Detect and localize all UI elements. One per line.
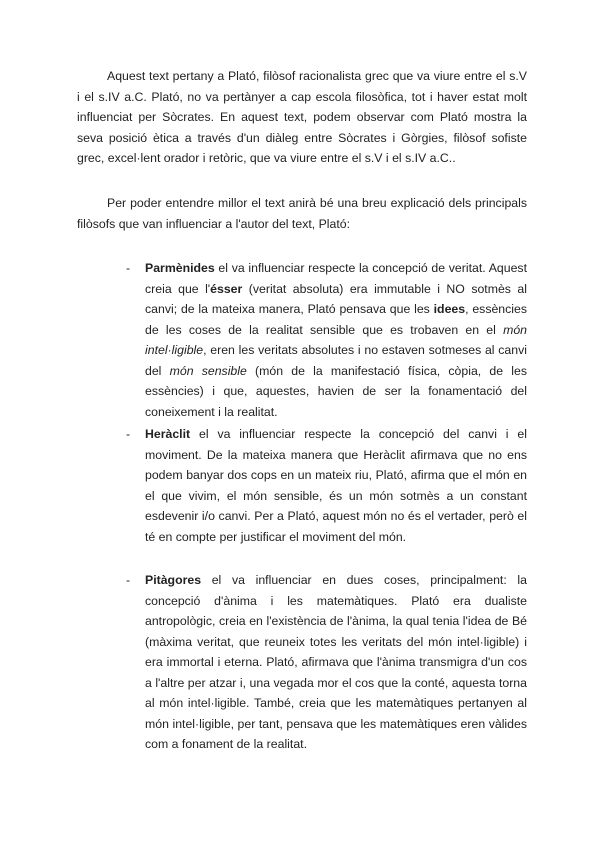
list-item-body: Pitàgores el va influenciar en dues coses, principalment: la concepció d'ànima i les matemàtiques. Plató era dualiste antropològic, creia en l'existència de l'ànima, la qual tenia l'idea de Bé (màxima veritat, que reuneix totes les veritats del món intel·ligible) i era immortal i eterna. Plató, afirmava que l'ànima transmigra d'un cos a l'altre per atzar i, una vegada mor el cos que la conté, aquesta torna al món intel·ligible. També, creia que les matemàtiques pertanyen al món intel·ligible, per tant, pensava que les matemàtiques eren vàlides com a fonament de la realitat. [145,573,527,751]
lead-in-text: Per poder entendre millor el text anirà bé una breu explicació dels principals filòsofs que van influenciar a l'autor del text, Plató: [77,196,527,231]
list-item-body: Parmènides el va influenciar respecte la concepció de veritat. Aquest creia que l'ésser (veritat absoluta) era immutable i NO sotmès al canvi; de la mateixa manera, Plató pensava que les idees, essències de les coses de la realitat sensible que es trobaven en el món intel·ligible, eren les veritats absolutes i no estaven sotmeses al canvi del món sensible (món de la manifestació física, còpia, de les essències) i que, aquestes, havien de ser la fonamentació del coneixement i la realitat. [145,261,528,419]
intro-text: Aquest text pertany a Plató, filòsof racionalista grec que va viure entre el s.V i el s.IV a.C. Plató, no va pertànyer a cap escola filosòfica, tot i haver estat molt influenciat per Sòcrates. En aquest text, podem observar com Plató mostra la seva posició ètica a través d'un diàleg entre Sòcrates i Gòrgies, filòsof sofiste grec, excel·lent orador i retòric, que va viure entre el s.V i el s.IV a.C.. [77,69,527,165]
list-bullet: - [126,573,131,587]
emphasis-term: món intel·ligible [145,322,527,357]
philosopher-name: Parmènides [145,261,215,275]
list-bullet: - [126,261,131,275]
emphasis-term: món sensible [169,363,247,378]
philosopher-name: Heràclit [145,427,191,441]
philosopher-name: Pitàgores [145,573,202,587]
list-bullet: - [126,427,131,441]
key-term: idees [433,302,466,316]
list-item-body: Heràclit el va influenciar respecte la concepció del canvi i el moviment. De la mateixa manera que Heràclit afirmava que no ens podem banyar dos cops en un mateix riu, Plató, afirma que el món en el que vivim, el món sensible, és un món sotmès a un constant esdevenir i/o canvi. Per a Plató, aquest món no és el vertader, però el té en compte per justificar el moviment del món. [145,427,527,544]
intro-paragraph [77,66,527,169]
key-term: ésser [210,281,243,296]
lead-in-paragraph [77,193,527,234]
